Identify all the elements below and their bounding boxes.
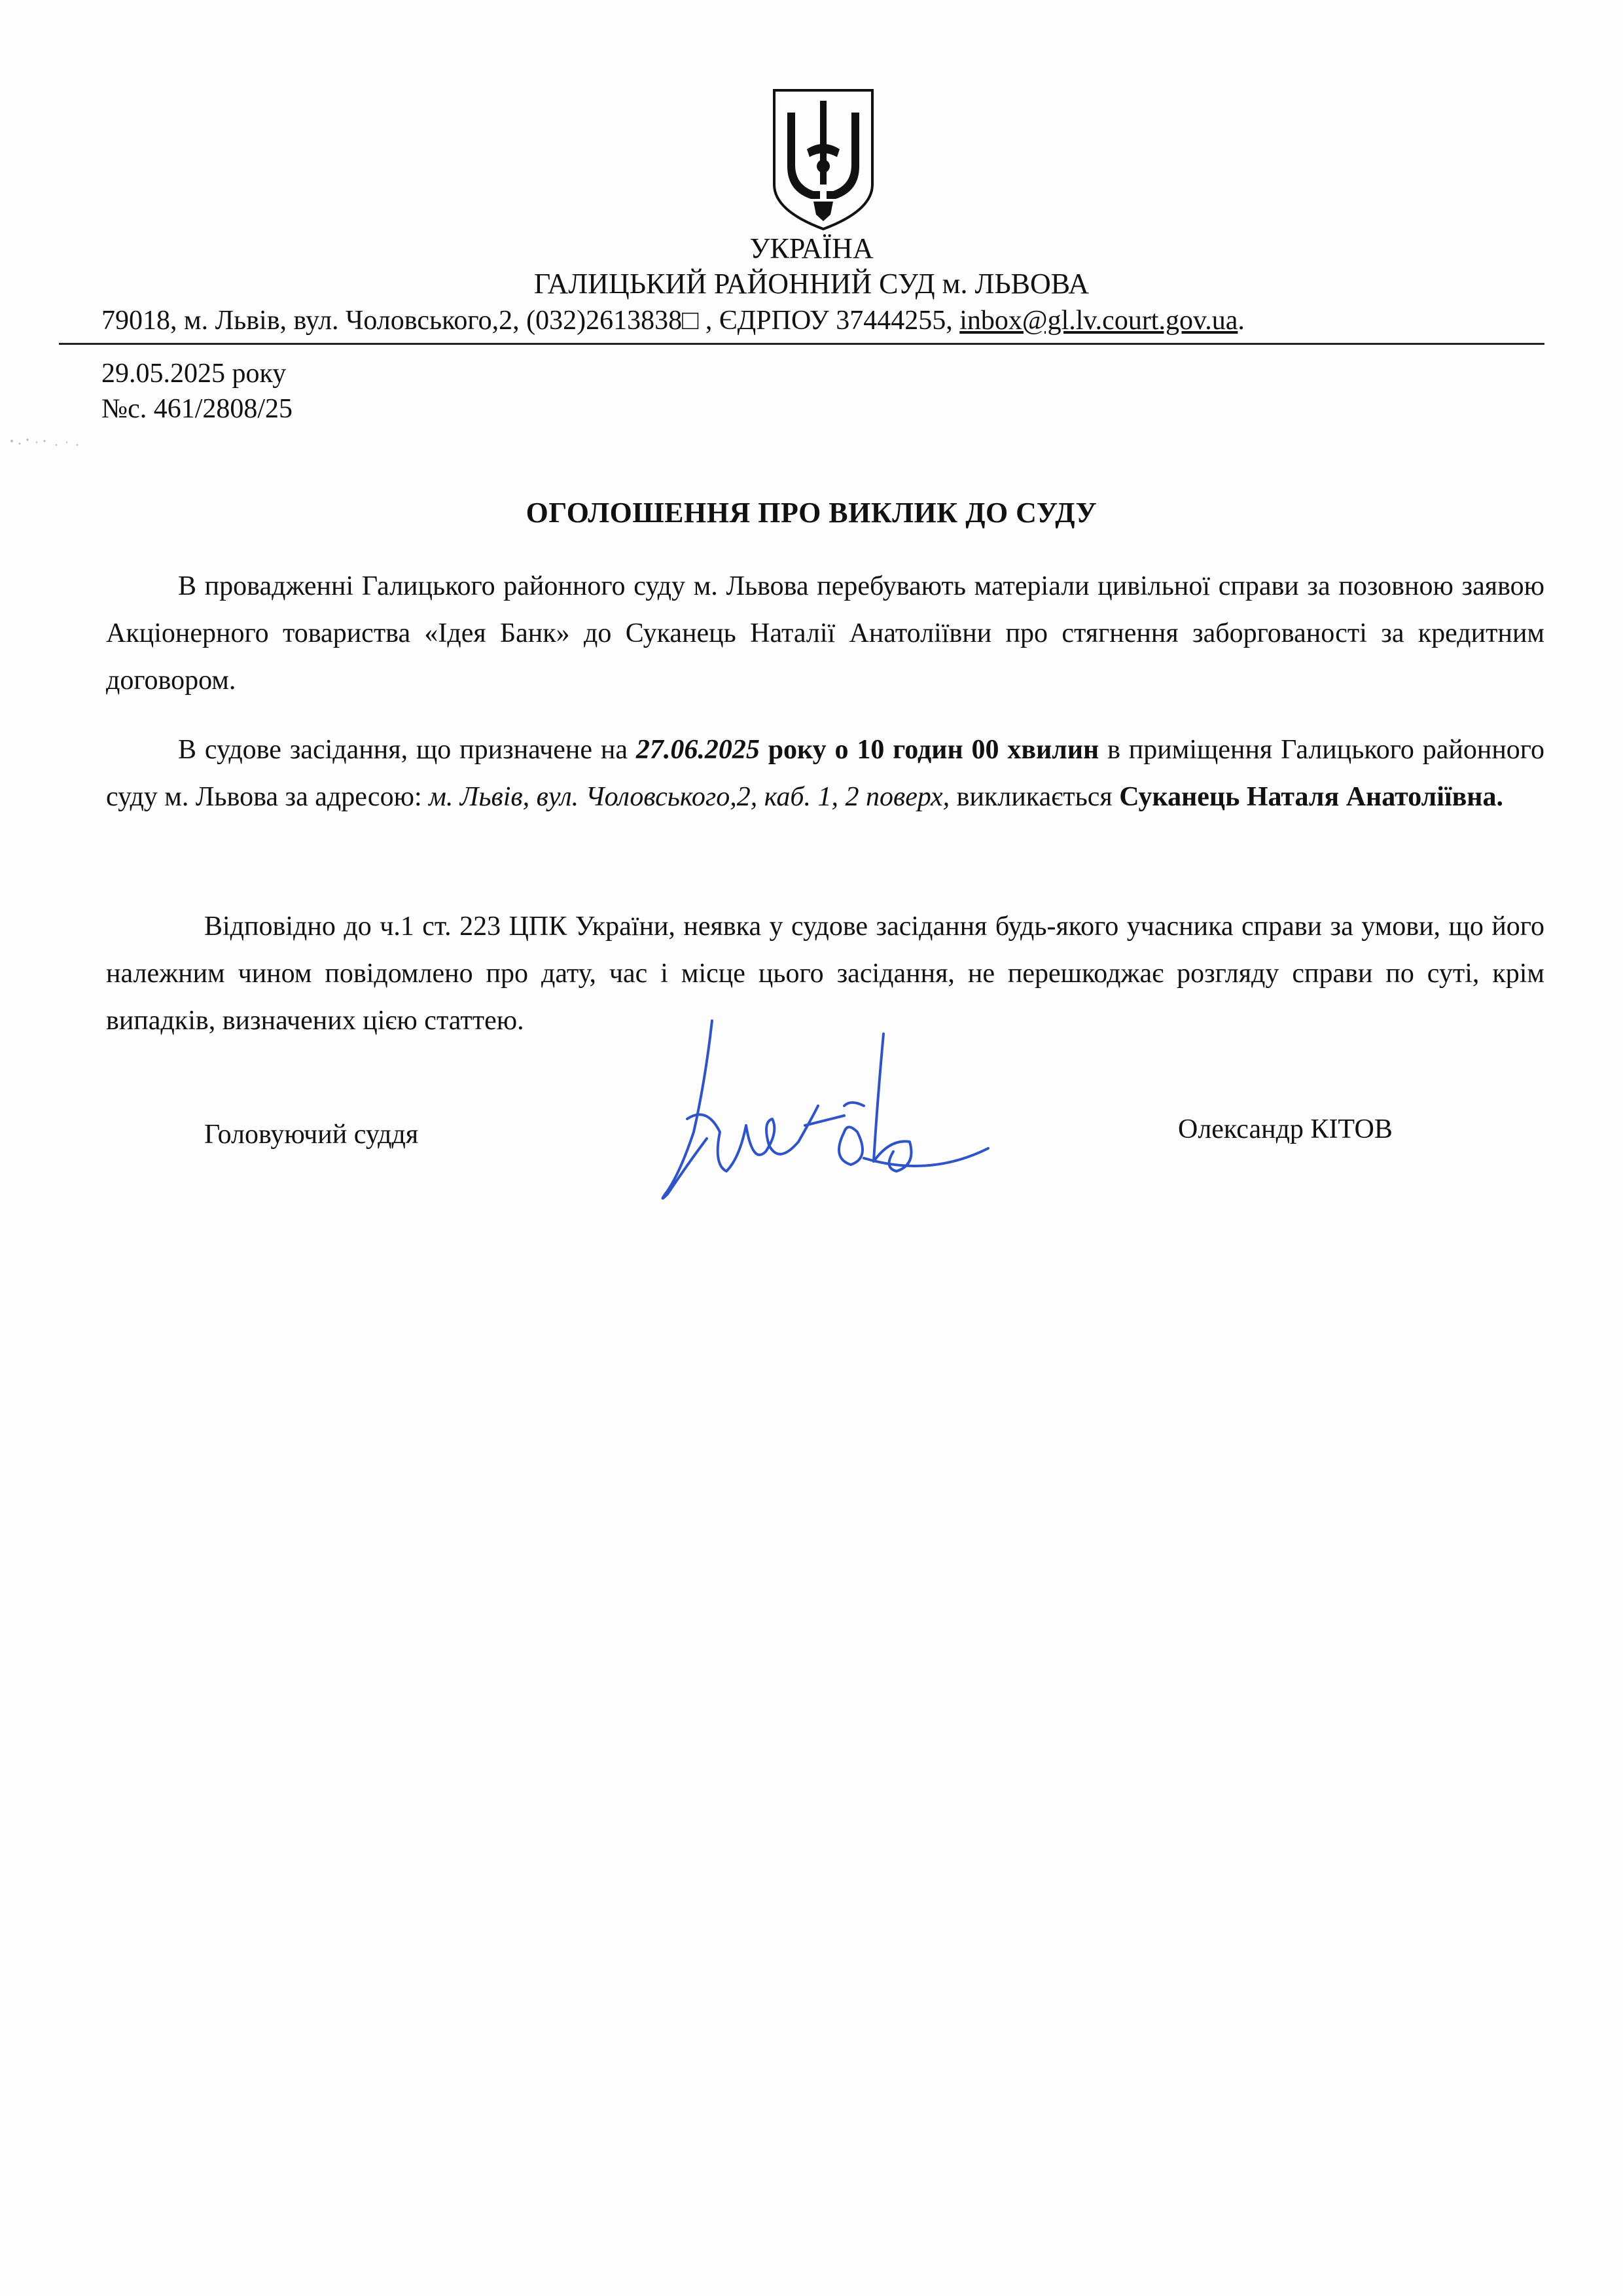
paragraph-legal-notice: Відповідно до ч.1 ст. 223 ЦПК України, неявка у судове засідання будь-якого учасника справи за умови, що його належним чином повідомлено про дату, час і місце цього засідання, не перешкоджає розгляду справи по суті, крім випадків, визначених цією статтею. (106, 911, 1544, 1036)
coat-of-arms-icon (768, 86, 879, 232)
signatory-name: Олександр КІТОВ (1178, 1114, 1393, 1144)
summons-text-3: викликається (950, 782, 1120, 812)
scan-artifact (5, 433, 84, 453)
paragraph-summons (106, 726, 1544, 821)
signatory-role: Головуючий суддя (204, 1120, 419, 1150)
summons-text-1: В судове засідання, що призначене на (178, 735, 636, 765)
court-address: 79018, м. Львів, вул. Чоловського,2, (032)2613838□ , ЄДРПОУ 37444255, (101, 306, 960, 336)
hearing-date: 27.06.2025 (635, 735, 760, 765)
address-end: . (1238, 306, 1245, 336)
court-email-link[interactable]: inbox@gl.lv.court.gov.ua (959, 306, 1238, 336)
court-address-line (101, 304, 1541, 338)
court-heading: ГАЛИЦЬКИЙ РАЙОННИЙ СУД м. ЛЬВОВА (533, 268, 1090, 300)
hearing-time: року о 10 годин 00 хвилин (759, 735, 1099, 765)
header-divider (59, 343, 1544, 345)
handwritten-signature (648, 1008, 1014, 1224)
summons-text-2: в приміщення Галицького районного суду м. Львова за адресою: (106, 735, 1544, 812)
country-heading: УКРАЇНА (749, 232, 874, 264)
summoned-person: Суканець Наталя Анатоліївна. (1119, 782, 1503, 812)
hearing-address: м. Львів, вул. Чоловського,2, каб. 1, 2 поверх, (429, 782, 950, 812)
case-number: №с. 461/2808/25 (101, 394, 293, 424)
document-date: 29.05.2025 року (101, 359, 287, 389)
document-title: ОГОЛОШЕННЯ ПРО ВИКЛИК ДО СУДУ (526, 497, 1097, 529)
paragraph-case-info: В провадженні Галицького районного суду м. Львова перебувають матеріали цивільної справи за позовною заявою Акціонерного товариства «Ідея Банк» до Суканець Наталії Анатоліївни про стягнення заборгованості за кредитним договором. (106, 571, 1544, 696)
